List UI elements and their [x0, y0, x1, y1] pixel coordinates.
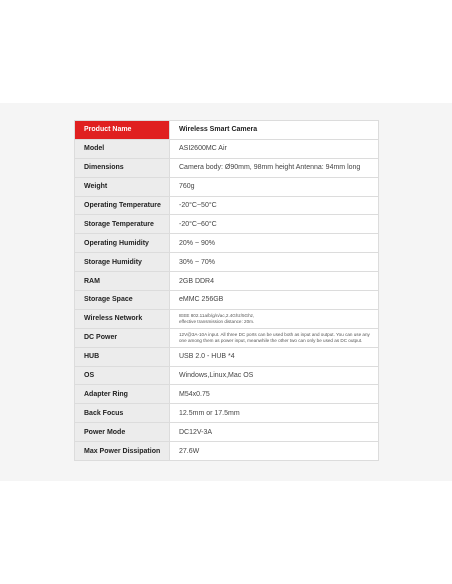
table-row-operating-humidity: [75, 234, 379, 253]
table-row-power-mode: [75, 423, 379, 442]
spec-value: DC12V-3A: [170, 423, 379, 442]
table-row-wireless-network: [75, 309, 379, 328]
table-row-weight: [75, 177, 379, 196]
spec-label: Storage Temperature: [75, 215, 170, 234]
spec-label: HUB: [75, 347, 170, 366]
spec-label: Storage Humidity: [75, 253, 170, 272]
spec-label: Wireless Network: [75, 309, 170, 328]
spec-value: Wireless Smart Camera: [170, 121, 379, 140]
table-row-storage-space: [75, 291, 379, 310]
spec-label: OS: [75, 366, 170, 385]
table-row-dc-power: [75, 328, 379, 347]
table-row-ram: [75, 272, 379, 291]
table-row-hub: [75, 347, 379, 366]
spec-label: Power Mode: [75, 423, 170, 442]
spec-value-line-2: effective transmission distance: 20m.: [179, 318, 255, 324]
spec-value: M54x0.75: [170, 385, 379, 404]
spec-value: 30% ~ 70%: [170, 253, 379, 272]
spec-label: Operating Humidity: [75, 234, 170, 253]
spec-label: Operating Temperature: [75, 196, 170, 215]
spec-label: Max Power Dissipation: [75, 442, 170, 461]
spec-value: [170, 309, 379, 328]
spec-value: 12V@3A-10A input. All three DC ports can be used both as input and output. You can use any one among them as power input, meanwhile the other two can only be used as DC output.: [170, 328, 379, 347]
table-row-back-focus: [75, 404, 379, 423]
table-row-dimensions: [75, 158, 379, 177]
spec-value: -20°C~50°C: [170, 196, 379, 215]
spec-value-line-1: IEEE 802.11a/b/g/n/ac,2.4Ghz/5Ghz,: [179, 313, 255, 319]
table-row-product-name: [75, 121, 379, 140]
spec-label: RAM: [75, 272, 170, 291]
spec-value: ASI2600MC Air: [170, 139, 379, 158]
spec-label: Weight: [75, 177, 170, 196]
spec-table: [74, 120, 379, 461]
spec-value: 2GB DDR4: [170, 272, 379, 291]
table-row-max-power-dissipation: [75, 442, 379, 461]
spec-label: Storage Space: [75, 291, 170, 310]
table-row-adapter-ring: [75, 385, 379, 404]
spec-value: 12.5mm or 17.5mm: [170, 404, 379, 423]
table-row-storage-temperature: [75, 215, 379, 234]
spec-value: eMMC 256GB: [170, 291, 379, 310]
table-row-os: [75, 366, 379, 385]
spec-label: Dimensions: [75, 158, 170, 177]
spec-label: Product Name: [75, 121, 170, 140]
spec-label: Back Focus: [75, 404, 170, 423]
spec-label: Adapter Ring: [75, 385, 170, 404]
spec-label: DC Power: [75, 328, 170, 347]
spec-value: Windows,Linux,Mac OS: [170, 366, 379, 385]
table-row-storage-humidity: [75, 253, 379, 272]
spec-value: 760g: [170, 177, 379, 196]
spec-value: -20°C~60°C: [170, 215, 379, 234]
table-row-model: [75, 139, 379, 158]
table-row-operating-temperature: [75, 196, 379, 215]
spec-label: Model: [75, 139, 170, 158]
spec-value: USB 2.0 - HUB *4: [170, 347, 379, 366]
spec-value: 20% ~ 90%: [170, 234, 379, 253]
spec-value: 27.6W: [170, 442, 379, 461]
spec-value: Camera body: Ø90mm, 98mm height Antenna: 94mm long: [170, 158, 379, 177]
